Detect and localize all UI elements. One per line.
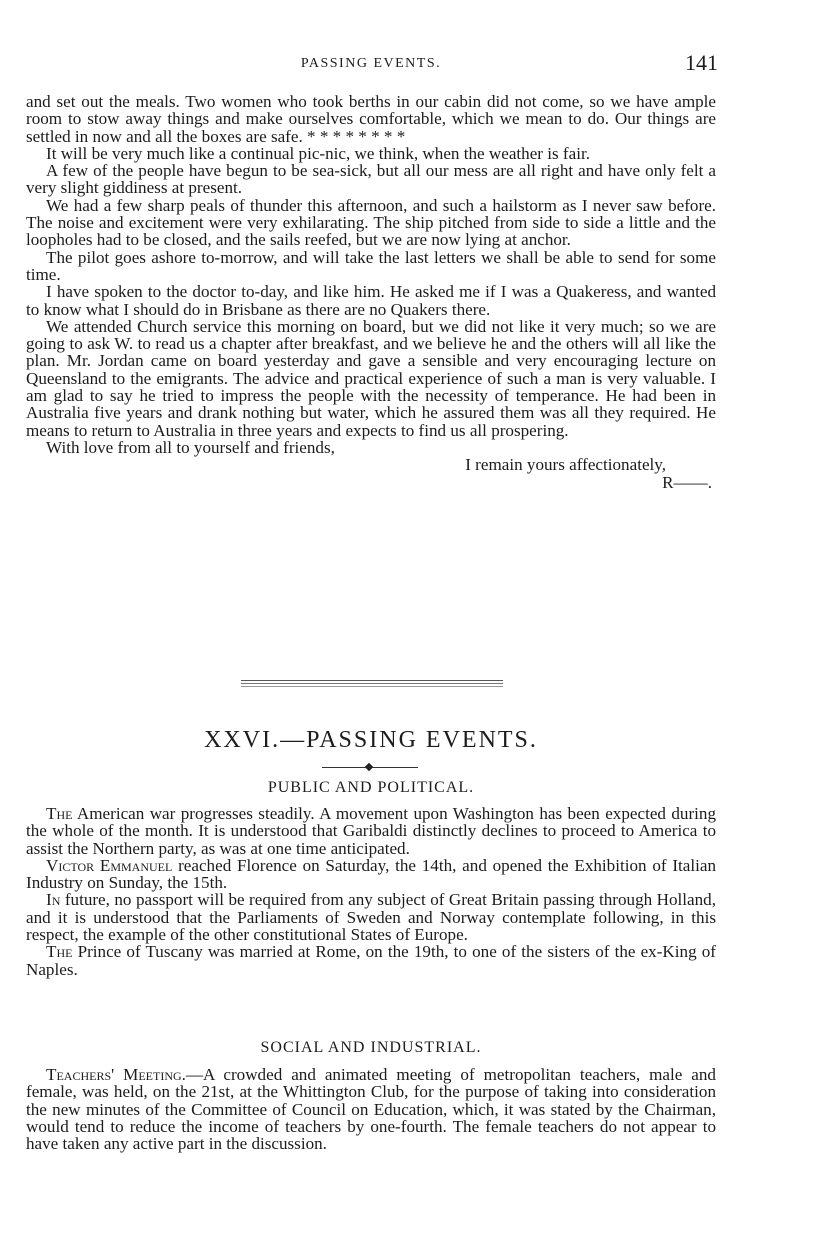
subsection-heading-public: PUBLIC AND POLITICAL.: [267, 779, 475, 796]
event-item: [26, 943, 716, 978]
letter-paragraph: The pilot goes ashore to-morrow, and will take the last letters we shall be able to send for some time.: [26, 247, 716, 284]
running-head: PASSING EVENTS.: [300, 56, 442, 71]
diamond-ornament-icon: [365, 763, 373, 771]
public-events: [26, 805, 716, 978]
event-item: [26, 1066, 716, 1152]
letter-paragraph: and set out the meals. Two women who took berths in our cabin did not come, so we have ample room to stow away things and make ourselves comfortable, which we mean to do. Our things are settled in now and all the boxes are safe. * * * * * * * *: [26, 92, 716, 146]
event-text: Prince of Tuscany was married at Rome, on the 19th, to one of the sisters of the ex-King of Naples.: [26, 942, 716, 979]
event-lead: Teachers' Meeting: [46, 1065, 182, 1084]
letter-paragraph: A few of the people have begun to be sea-sick, but all our mess are all right and have only felt a very slight giddiness at present.: [26, 161, 716, 198]
event-lead: Victor Emmanuel: [46, 855, 173, 875]
event-text: reached Florence on Saturday, the 14th, and opened the Exhibition of Italian Industry on Sunday, the 15th.: [26, 855, 716, 893]
section-title: XXVI.—PASSING EVENTS.: [204, 727, 538, 753]
event-lead: The: [46, 942, 73, 962]
letter-closing: I remain yours affectionately,: [465, 455, 666, 475]
letter-paragraph: We had a few sharp peals of thunder this afternoon, and such a hailstorm as I never saw before. The noise and excitement were very exhilarating. The ship pitched from side to side a little and the loopholes had to be closed, and the sails reefed, but we are now lying at anchor.: [26, 195, 716, 250]
event-item: [26, 891, 716, 943]
event-item: [26, 805, 716, 857]
letter-body: [26, 93, 716, 491]
letter-paragraph: We attended Church service this morning on board, but we did not like it very much; so we are going to ask W. to read us a chapter after breakfast, and we believe he and the others will all like the plan. Mr. Jordan came on board yesterday and gave a sensible and very encouraging lecture on Queensland to the emigrants. The advice and practical experience of such a man is very valuable. I am glad to say he tried to impress the people with the necessity of temperance. He had been in Australia five years and drank nothing but water, which he assured them was all they required. He means to return to Australia in three years and expects to find us all prospering.: [26, 316, 716, 440]
ornament-divider: [322, 764, 418, 772]
social-events: [26, 1066, 716, 1152]
letter-signature: R——.: [662, 472, 712, 492]
letter-paragraph: It will be very much like a continual pic-nic, we think, when the weather is fair.: [46, 143, 590, 163]
section-divider: [241, 680, 503, 687]
subsection-heading-social: SOCIAL AND INDUSTRIAL.: [260, 1039, 482, 1056]
page-header: [26, 50, 716, 80]
book-page: [26, 0, 716, 1241]
event-item: [26, 857, 716, 892]
letter-paragraph: With love from all to yourself and friends,: [46, 437, 335, 457]
event-lead: The: [46, 804, 73, 823]
letter-paragraph: I have spoken to the doctor to-day, and like him. He asked me if I was a Quakeress, and wanted to know what I should do in Brisbane as there are no Quakers there.: [26, 282, 716, 319]
event-text: American war progresses steadily. A movement upon Washington has been expected during the whole of the month. It is understood that Garibaldi distinctly declines to proceed to America to assist the Northern party, as was at one time anticipated.: [26, 804, 716, 858]
event-text: future, no passport will be required from any subject of Great Britain passing through Holland, and it is understood that the Parliaments of Sweden and Norway contemplate following, in this respect, the example of the other constitutional States of Europe.: [26, 890, 716, 945]
event-text: .—A crowded and animated meeting of metropolitan teachers, male and female, was held, on the 21st, at the Whittington Club, for the purpose of taking into consideration the new minutes of the Committee of Council on Education, which, it was stated by the Chairman, would tend to reduce the income of teachers by one-fourth. The female teachers do not appear to have taken any active part in the discussion.: [26, 1065, 716, 1154]
event-lead: In: [46, 890, 61, 910]
page-number: 141: [685, 50, 718, 75]
